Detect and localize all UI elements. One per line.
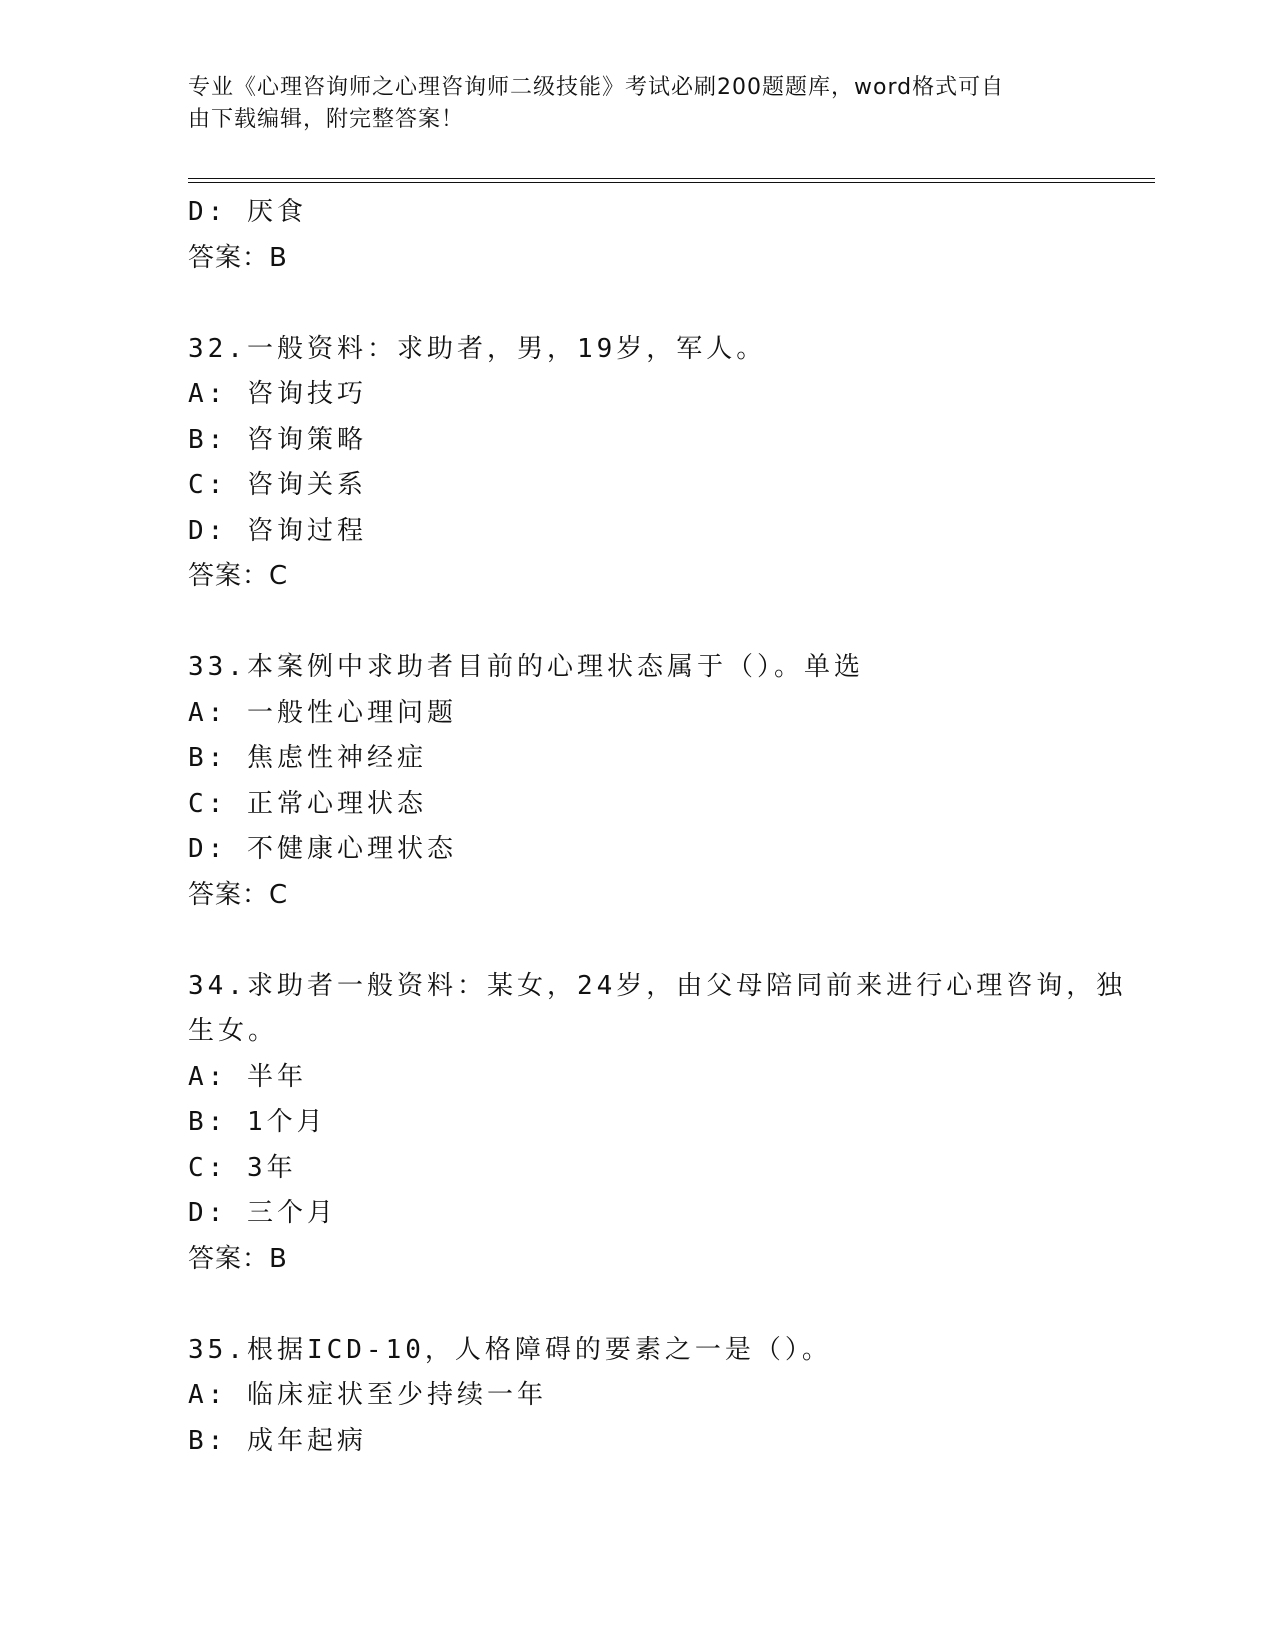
option-c: C: 咨询关系	[188, 470, 367, 500]
document-body	[188, 190, 1148, 1464]
answer-line: 答案：C	[188, 879, 289, 910]
previous-question-tail	[188, 190, 1148, 281]
option-c: C: 正常心理状态	[188, 788, 427, 819]
answer-line: 答案：B	[188, 1243, 288, 1274]
question-32	[188, 327, 1148, 600]
question-stem: 35.根据ICD-10，人格障碍的要素之一是（）。	[188, 1334, 832, 1365]
answer-line: 答案：C	[188, 561, 289, 591]
option-b: B: 成年起病	[188, 1425, 367, 1456]
question-33	[188, 645, 1148, 918]
question-stem: 33.本案例中求助者目前的心理状态属于（）。单选	[188, 652, 864, 682]
option-b: B: 1个月	[188, 1107, 327, 1137]
spacer	[188, 1282, 1148, 1328]
question-stem-continued: 生女。	[188, 1016, 279, 1046]
page-header	[188, 72, 1088, 136]
header-line-2: 由下载编辑，附完整答案！	[188, 107, 465, 132]
spacer	[188, 918, 1148, 964]
option-b: B: 咨询策略	[188, 424, 367, 455]
question-stem: 32.一般资料：求助者，男，19岁，军人。	[188, 333, 767, 364]
option-a: A: 半年	[188, 1061, 307, 1092]
option-a: A: 一般性心理问题	[188, 697, 457, 728]
option-c: C: 3年	[188, 1152, 297, 1183]
header-line-1: 专业《心理咨询师之心理咨询师二级技能》考试必刷200题题库，word格式可自	[188, 75, 1005, 100]
spacer	[188, 600, 1148, 646]
answer-line: 答案：B	[188, 242, 288, 273]
spacer	[188, 281, 1148, 327]
option-b: B: 焦虑性神经症	[188, 743, 427, 773]
question-stem: 34.求助者一般资料：某女，24岁，由父母陪同前来进行心理咨询，独	[188, 970, 1127, 1001]
option-d: D: 三个月	[188, 1198, 337, 1228]
question-35	[188, 1328, 1148, 1465]
option-a: A: 咨询技巧	[188, 379, 367, 409]
header-divider-top	[188, 178, 1155, 179]
option-d: D: 不健康心理状态	[188, 834, 457, 864]
option-d: D: 厌食	[188, 197, 307, 227]
question-34	[188, 964, 1148, 1283]
header-divider-bottom	[188, 182, 1155, 183]
option-a: A: 临床症状至少持续一年	[188, 1380, 547, 1410]
option-d: D: 咨询过程	[188, 515, 367, 546]
